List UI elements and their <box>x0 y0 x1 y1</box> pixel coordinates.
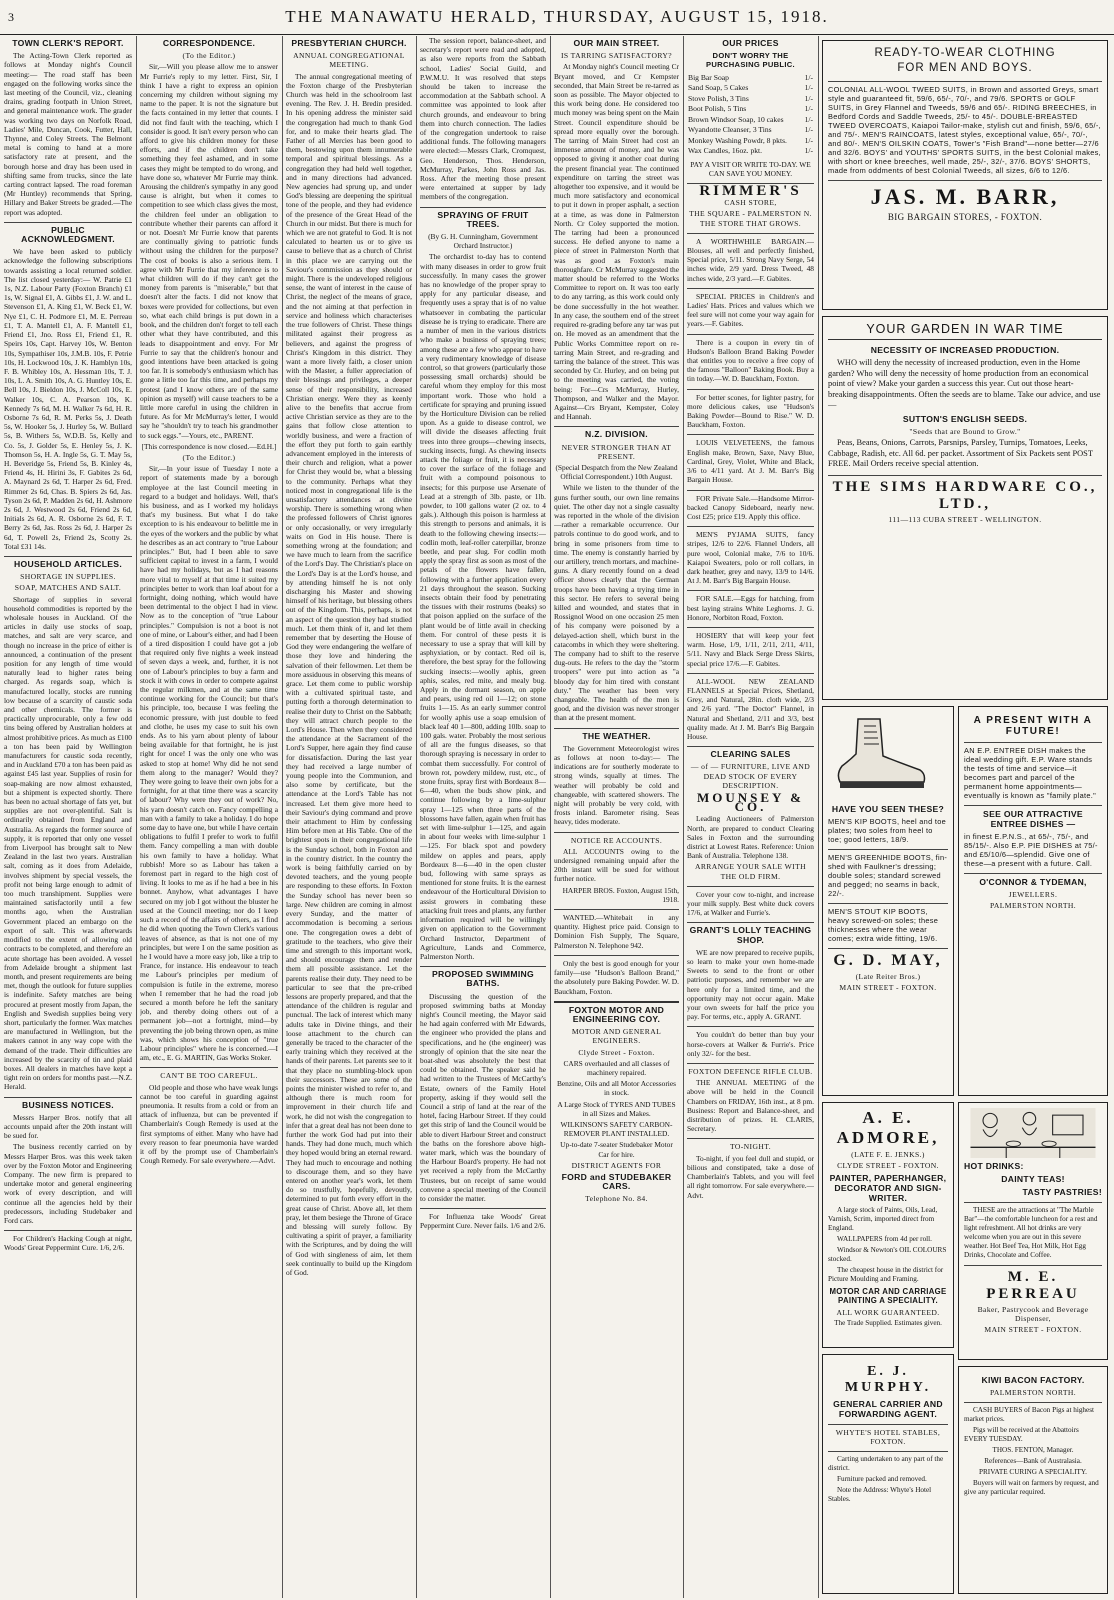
sims-garden-advert <box>822 316 1108 700</box>
headline: HOUSEHOLD ARTICLES. <box>13 558 123 569</box>
article-text: The Acting-Town Clerk reported as follows at Monday night's Council meeting:— The road staff has been engaged on the following works since the last meeting of the Council, viz., cleaning drains, grading footpath in Union Street, and general maintenance work. The grader was working two days on Norfolk Road, Ladies' Mile, Duncan, Cook, Futter, Hall, Thynne, and Coley Streets. The Belmont metal is coming to hand at a more satisfactory rate at present, and the borough horse and dray has been used in shifting same from trucks, since the late carting contract lapsed. The road foreman (Mr Huntley) recommends that Spring, Hillary and Baker Streets be graded.—The report was adopted. <box>4 51 132 217</box>
advert-text: WHO will deny the necessity of increased production, even in the Home garden? Who will deny the necessity of home production from an economical point of view? Make your garden a success this year. Cut out those heart-breaking disappointments. Often the seeds are to blame. Take our advice, and use— <box>828 358 1101 410</box>
advert-text: WE are now prepared to receive pupils, so learn to make your own home-made Sweets to send to the front or other patriotic purposes, and remember we are here only for a limited time, and the opportunity may not occur again. Make your own sweets for half the price you pay. For terms, etc., apply A. GRANT. <box>687 947 814 1022</box>
price-value: 1/- <box>804 72 813 82</box>
advert-text: Cover your cow to-night, and increase your milk supply. Best white duck covers 17/6, at Walker and Furrie's. <box>687 889 814 918</box>
editor-note: [This correspondence is now closed.—Ed.H.] <box>141 441 277 451</box>
headline: CLEARING SALES <box>710 749 791 760</box>
headline: SPRAYING OF FRUIT TREES. <box>437 209 529 229</box>
advert-text: COLONIAL ALL-WOOL TWEED SUITS, in Brown and assorted Greys, smart style and guaranteed fit, 59/6, 65/-, 70/-, and 79/6. SPORTS or GOLF SUITS, in Grey Flannel and Tweeds, 59/6 and 65/-. RIDING BREECHES, in Bedford Cords and Saddle Tweeds, 25/- to 45/-. DOUBLE-BREASTED TWEED OVERCOATS, Kaiapoi Tailor-make, stylish cut and finish, 59/6, 65/-, and 75/-. MEN'S RAINCOATS, latest styles, exceptional value, 65/-, 70/-, and 80/-. MEN'S OILSKIN COATS, Tower's "Fish Brand"—none better—27/6 and 32/6. BOYS' and YOUTHS' SPORTS SUITS, in the best Colonial makes, with short or knee breeches, well made, 25/-, 32/-, 37/6. BOYS' SHORTS, made from oddments of best Colonial Tweeds, all sizes, 6/6 to 12/6. <box>828 85 1102 175</box>
byline: (By G. H. Cunningham, Government Orchard Instructor.) <box>428 232 538 251</box>
price-value: 1/- <box>804 93 813 103</box>
subheading: (To the Editor.) <box>182 51 236 61</box>
advert-text: WANTED.—Whitebait in any quantity. Highest price paid. Consign to Dominion Fish Supply, The Square, Palmerston N. Telephone 942. <box>554 913 679 950</box>
oconnor-present-advert <box>958 706 1108 1096</box>
column-3 <box>286 36 412 1598</box>
advert-line: Telephone No. 84. <box>585 1194 648 1204</box>
advert-text: Pigs will be received at the Abattoirs EVERY TUESDAY. <box>964 1426 1079 1443</box>
store-name: G. D. MAY, <box>833 952 943 969</box>
murphy-carrier-advert <box>822 1354 954 1594</box>
store-address: 111—113 CUBA STREET - WELLINGTON. <box>888 514 1042 524</box>
advert-subheading: SUTTON'S ENGLISH SEEDS. <box>902 413 1028 424</box>
headline: BUSINESS NOTICES. <box>21 1099 114 1110</box>
headline: PUBLIC ACKNOWLEDGMENT. <box>21 224 115 245</box>
subheading: DON'T WORRY THE PURCHASING PUBLIC. <box>706 51 795 70</box>
notice-signature: HARPER BROS. Foxton, August 15th, 1918. <box>562 885 679 904</box>
price-value: 1/- <box>804 104 813 114</box>
store-address: MAIN STREET - FOXTON. <box>839 983 937 992</box>
headline: TOWN CLERK'S REPORT. <box>12 38 124 48</box>
advert-text: For Influenza take Woods' Great Peppermint Cure. Never fails. 1/6 and 2/6. <box>420 1212 546 1231</box>
advert-line: Benzine, Oils and all Motor Accessories in stock. <box>556 1079 677 1098</box>
dateline: (Special Despatch from the New Zealand Official Correspondent.) 10th August. <box>555 462 678 482</box>
subheading: NEVER STRONGER THAN AT PRESENT. <box>561 442 672 461</box>
advert-text: Only the best is good enough for your family—use "Hudson's Balloon Brand," the absolutely pure Baking Powder. W. D. Bauckham, Foxton. <box>554 958 679 996</box>
tea-table-illustration-icon <box>964 1108 1102 1158</box>
advert-text: MEN'S KIP BOOTS, heel and toe plates; two soles from heel to toe; good letters, 18/9. <box>828 817 947 844</box>
subheading: IS TARRING SATISFACTORY? <box>560 51 673 61</box>
subheading: — of — FURNITURE, LIVE AND DEAD STOCK OF EVERY DESCRIPTION. <box>690 762 811 790</box>
column-4 <box>420 36 546 1598</box>
advert-text: You couldn't do better than buy your horse-covers at Walker & Furrie's. Price only 32/- for the best. <box>687 1030 814 1058</box>
advert-text: MEN'S GREENHIDE BOOTS, fin-shed with Faulkner's dressing; double soles; standard screwed and pegged; no seams in back, 22/-. <box>828 853 948 898</box>
article-text: At Monday night's Council meeting Cr Bryant moved, and Cr Kempster seconded, that Main Street be re-tarred as soon as possible. The Mayor objected to this work being done. He considered too much money was being spent on the Main Street. Council expenditure should be spread more equally over the borough. The tarring of Main Street had cost an immense amount of money, and he was opposed to giving it another coat during the present financial year. The continued expenditure on tarring the street was altogether too expensive, and it would be much more satisfactory and economical to put it down in proper asphalt, a section at a time, as was done in Palmerston North. Cr Coley supported the motion. The tarring had been a pronounced success. He defied anyone to name a piece of street in Palmerston North that was as good as Foxton's main thoroughfare. Cr McMurray suggested the matter should be referred to the Works Committee to report on. It was too early to do any tarring, as this work could only be done successfully in the hot weather. In any case, the southern end of the street required re-grading before any tar was put on. He moved as an amendment that the Public Works Committee report on re-tarring Main Street, and re-grading and tarring the balance of the street. This was seconded by Cr. Hurley, and on being put to the meeting was carried, the voting being: For—Crs McMurray, Hurley, Thompson, and Walker and the Mayor. Against—Crs Bryant, Kempster, Coley and Hannah. <box>554 62 679 422</box>
advert-subheading: MOTOR CAR AND CARRIAGE PAINTING A SPECIALITY. <box>829 1287 947 1305</box>
advert-text: PRIVATE CURING A SPECIALITY. <box>979 1468 1087 1476</box>
newspaper-title: THE MANAWATU HERALD, THURSDAY, AUGUST 15, 1918. <box>285 7 829 26</box>
headline: PROPOSED SWIMMING BATHS. <box>431 969 535 989</box>
price-item: Brown Windsor Soap, 10 cakes <box>688 114 784 124</box>
advert-text: THE ANNUAL MEETING of the above will be held in the Council Chambers on FRIDAY, 16th inst., at 8 pm. Business: Report and Balance-sheet, and distribution of prizes. H. CLARIS, Secretary. <box>687 1078 814 1134</box>
advert-subheading: NECESSITY OF INCREASED PRODUCTION. <box>870 345 1060 355</box>
advert-text: Note the Address: Whyte's Hotel Stables. <box>828 1486 932 1503</box>
perreau-bakery-advert <box>958 1102 1108 1360</box>
advert-subheading: SEE OUR ATTRACTIVE ENTREE DISHES — <box>983 809 1083 829</box>
price-row <box>688 115 813 126</box>
price-item: Wyandotte Cleanser, 3 Tins <box>688 125 772 135</box>
advert-text: THESE are the attractions at "The Marble Bar"—the comfortable luncheon for a rest and light refreshment. All hot drinks are very welcome when you are out in this severe weather. Hot Beef Tea, Hot Milk, Hot Egg Drinks, Chocolate and Coffee. <box>964 1206 1098 1259</box>
advert-tagline: ARRANGE YOUR SALE WITH THE OLD FIRM. <box>694 862 807 881</box>
price-row <box>688 94 813 105</box>
store-name: THE SIMS HARDWARE CO., LTD., <box>832 478 1098 512</box>
advert-text: For Children's Hacking Cough at night, Woods' Great Peppermint Cure. 1/6, 2/6. <box>4 1234 132 1253</box>
masthead <box>0 0 1114 35</box>
advert-heading: YOUR GARDEN IN WAR TIME <box>828 322 1102 340</box>
store-address: PALMERSTON NORTH. <box>989 1388 1077 1397</box>
headline: PRESBYTERIAN CHURCH. <box>291 38 407 48</box>
advert-line: Clyde Street - Foxton. <box>578 1047 655 1057</box>
column-rule <box>416 36 417 1598</box>
article-text: The session report, balance-sheet, and secretary's report were read and adopted, as also were reports from the Sabbath school, Ladies' Social Guild, and P.W.M.U. It was resolved that steps should be taken to increase the accommodation at the Sabbath school. A committee was appointed to look after church grounds, and endeavour to bring them into church connection. The ladies of the congregation undertook to raise additional funds. The following managers were elected:—Messrs Clark, Cromquest, Geo. Henderson, Thos. Henderson, McMurray, Parkes, John Ross and Jas. Ross. After the meeting those present were entertained at supper by lady members of the congregation. <box>420 36 546 202</box>
advert-text: LOUIS VELVETEENS, the famous English make, Brown, Saxe, Navy Blue, Cardinal, Grey, Violet, White and Black, 3/6 to 4/11 yard. At J. M. Barr's Big Bargain House. <box>687 438 814 485</box>
column-rule <box>136 36 137 1598</box>
headline: OUR PRICES <box>722 38 779 48</box>
subheading: SOAP, MATCHES AND SALT. <box>14 583 122 593</box>
advert-text: A WORTHWHILE BARGAIN.—Blouses, all well and perfectly finished, Special price, 5/11. Strong Navy Serge, 54 inches wide, 2/9 yard. Dress Tweed, 48 inches wide, 2/3 yard.—F. Gabites. <box>687 236 814 283</box>
advert-text: References—Bank of Australasia. <box>984 1457 1082 1465</box>
store-address: PALMERSTON NORTH. <box>989 901 1077 910</box>
advert-text: AN E.P. ENTREE DISH makes the ideal wedding gift. E.P. Ware stands the tests of time and service—it becomes part and parcel of the permanent home appointments—eventually is known as "family plate." <box>964 746 1097 800</box>
boot-icon <box>828 714 928 794</box>
advert-tagline: "Seeds that are Bound to Grow." <box>909 426 1021 436</box>
headline: N.Z. DIVISION. <box>585 429 648 440</box>
store-name: JAS. M. BARR, <box>870 184 1060 209</box>
store-address: BIG BARGAIN STORES, - FOXTON. <box>887 212 1043 222</box>
article-text: The annual congregational meeting of the Foxton charge of the Presbyterian Church was held in the schoolroom last evening. The Rev. J. H. Bredin presided. In his opening address the minister said the congregation had much to thank God for, and to make their hearts glad. The Father of all Mercies has been good to them, bestowing upon them innumerable temporal and spiritual blessings. As a congregation they had held well together, and in many directions had advanced. New agencies had sprung up, and under God's blessing are deepening the spiritual tone of the people, and they had evidence of the presence of the Great Head of the Church in our midst. But there is much for which we are not grateful to God. It is not calculated to hearten us or to give us cause to believe that as a church of Christ in this place we are carrying out the Saviour's commission as they should or might. There is the undeveloped religious sense, the want of interest in the cause of Christ, the neglect of the means of grace, and the not aiming at that perfection in service and holiness which characterises the true followers of Christ. These things militated against their progress as believers, and against the progress of Christ's Kingdom in this district. They want a more lively faith, a closer union with the Master, a fuller appreciation of their blessings and privileges, a deeper sense of their responsibility, increased Christian energy. Were they as keenly alive to the benefits that accrue from active Christian service as they are to the gains that follow close attention to worldly business, and were a fraction of the effort they put forth to gain earthly advancement employed in the interests of their church and religion, what a power for Christ they would be, what a blessing to the community. Perhaps what they noticed most in congregational life is the unsatisfactory attendances at divine worship. There is something wrong when the professed followers of Christ ignores or only occasionally, or very irregularly waits on God in His house. There is something wrong at the foundation; and we have much to learn from the sacrifice of the Lord's Day. The Christian's place on the Lord's Day is at the Lord's house, and by attending himself he is not only discharging his Master and showing himself of his heritage, but blessing others out of the Kingdom. This, perhaps, is not an aspect of the question they had studied much. Let them think of it, and let them remember that by deserting the House of God they were endangering the welfare of those they love and hindering the salvation of their fellowmen. Let them be more assiduous in observing this means of grace. Let them come to public worship with a cultivated spiritual taste, and putting forth a thorough determination to realise their duty to Christ on the Sabbath; they will attract church people to the Lord's House. Then when they considered the attendance at the Sacrament of the Lord's Supper, here again they find cause for dissatisfaction. During the last year they had received a large number of young people into the Communion, and also some by certificate, but the attendance at the Lord's Table has not increased. Let them give more heed to their Saviour's dying command and prove their attachment to Him by confessing Him before men at His Table. One of the brightest spots in their congregational life is the Sunday school, both in Foxton and in the country district. In the country the work is being faithfully carried on by devoted teachers, and the young people are responding to these efforts. In Foxton the Sunday school has never been so large. New children are coming in almost every Sunday, and the matter of accommodation is becoming a serious one. The congregation owes a debt of gratitude to the teachers, who give their time and strength to this important work, and should encourage them and render them all possible assistance. Let the parents realise their duty. They need to be particular to see that the pre-cribed lessons are properly prepared, and that the attendance of the children is regular and punctual. The lack of interest which many adults take in Divine things, and their loose attachment to the church can generally be traced to the character of the early training which they received at the hands of their parents. Let parents see to it that they place no stumbling-block upon their successors. These are some of the points the minister wished to refer to, and although there is much room for improvement in their church life and work, he did not wish the congregation to infer that a great deal has not been done to further the work God had put into their hands. They had done much, much which they hoped would bring an eternal reward. They had much to encourage and nothing to discourage them, and so they have entered on another year's work, let them do so trustfully, hopefully, devoutly, determined to put forth every effort in the great cause of Christ. Above all, let them pray, let them besiege the Throne of Grace and blessing will surely follow. By cultivating a spirit of prayer, a familiarity with the Scriptures, and by doing the will of God with singleness of aim, let them seek continually to build up the Kingdom of God. <box>286 71 412 1278</box>
advert-text: The Trade Supplied. Estimates given. <box>834 1319 942 1327</box>
price-list <box>687 73 814 157</box>
store-name: M. E. PERREAU <box>986 1269 1080 1302</box>
advert-text: in finest E.P.N.S., at 65/-, 75/-, and 85/15/-. Also E.P. PIE DISHES at 75/- and £5/10/6—splendid. Give one of these—a present with a future. Call. <box>964 832 1098 868</box>
store-name: E. J. MURPHY. <box>844 1364 932 1395</box>
column-rule <box>550 36 551 1598</box>
headline: FOXTON DEFENCE RIFLE CLUB. <box>688 1067 813 1077</box>
advert-text: HOSIERY that will keep your feet warm. Hose, 1/9, 1/11, 2/11, 2/11, 4/11, 5/11. Navy and Black Serge Dress Skirts, special price 17/6.—F. Gabites. <box>687 630 814 668</box>
article-text: While we listen to the thunder of the guns further south, our own line remains quiet. The other day not a single casualty was reported in the whole of the division—rather a remarkable occurrence. Our patrols continue to do good work, and to bring in some prisoners from time to time. The enemy is constantly harried by our artillery, trench mortars, and machine-guns. A diary recently found on a dead officer shows clearly that the German troops have been having a trying time in this sector. He refers to several being killed and wounded, and states that in Rossignol Wood on one occasion 25 men of his company were poisoned by a delayed-action shell, which burst in the catacombs in which they were sheltering. The company had to shift to the reserve dug-outs. He refers to the day the "storm troopers" were put into action as "a bloody day for him tired with constant duty." The weather has been very changeable. The health of the men is good, and the division was never stronger than at the present moment. <box>554 483 679 723</box>
kiwi-bacon-advert <box>958 1366 1108 1594</box>
advert-text: For better scones, for lighter pastry, for more delicious cakes, use "Hudson's Baking Powder—Bound to Rise." W. D. Bauckham, Foxton. <box>687 392 814 430</box>
article-text: The orchardist to-day has to contend with many diseases in order to grow fruit successfully. In many cases the grower has no knowledge of the proper spray to apply for any particular disease, and frequently uses a spray that is of no value whatsoever in combating the particular disease he is trying to eradicate. There are a number of men in the various districts who make a business of spraying trees; among these are a few who appear to have a very rudimentary knowledge of disease control, so that growers (particularly those possessing small orchards) should be careful whom they employ for this most important work. Those who hold a certificate for spraying and pruning issued by the Horticulture Division can be relied upon. As a guide to disease control, we will divide the diseases affecting fruit trees into three groups—chewing insects, sucking insects, fungi. As chewing insects attack the foliage or fruit, it is necessary to cover the surface of the foliage and fruit with a compound poisonous to insects; for this purpose use Arsenate of Lead at a strength of 3lb. paste, or 1lb. powder, to 100 gallons water (2 oz. to 4 gals.). Although this poison is harmless at this strength to persons and animals, it is death to the following chewing insects:—codlin moth, leaf-roller caterpillar, bronze beetle, and pear slug. For codlin moth apply the spray first as soon as most of the petals of the flowers have fallen, following with a further application every 21 days throughout the season. Sucking insects obtain their food by penetrating the tissues with their rostrums (beaks) so that poison applied on the surface of the plant would be of little avail in checking them. For control of these pests it is necessary to use a spray that will kill by asphyxiation, or by contact. Red oil is, therefore, the best spray for the following sucking insects:—woolly aphis, green aphis, scales, red mite, and mealy bug. Apply in the dormant season, on apple and pears, using red oil 1—12; on stone fruits 1—15. As an early summer control for woolly aphis use a soap emulsion of black leaf 40 1—800, adding 10lb. soap to 100 gals. water. Probably the most serious of all are the fungus diseases, so that thorough spraying is necessary in order to combat them successfully. For control of brown rot, powdery mildew, rust, etc., of stone fruits, spray first with Bordeaux 8—6—40, when the buds show pink, and continue following by a lime-sulphur spray 1—125 when three parts of the blossoms have fallen, again when fruit has set with lime-sulphur 1—125, and again in about four weeks with lime-sulphur 1—125. For black spot and powdery mildew on apples and pears, apply Bordeaux 8—6—40 in the open cluster bud, following with same sprays as mentioned for stone fruits. It is the earnest endeavour of the Horticultural Division to assist growers in combating these attacking fruit trees and plants, any further information required will be willingly given on application to the Government Orchard Instructor, Department of Agriculture, Lands and Commerce, Palmerston North. <box>420 252 546 961</box>
price-row <box>688 136 813 147</box>
advert-text: FOR SALE.—Eggs for hatching, from best laying strains White Leghorns. J. G. Honore, Norbiton Road, Foxton. <box>687 594 814 622</box>
advert-text: Old people and those who have weak lungs cannot be too careful in guarding against pneumonia. It results from a cold or from an attack of influenza, but can be prevented if Chamberlain's Cough Remedy is used at the first symptoms of either. Many who have had every reason to fear pneumonia have warded it off by the prompt use of Chamberlain's Cough Remedy. For sale everywhere.—Advt. <box>140 1082 278 1166</box>
advert-line: CARS overhauled and all classes of machinery repaired. <box>563 1058 670 1077</box>
price-row <box>688 83 813 94</box>
page-number: 3 <box>8 10 14 24</box>
advert-text: The cheapest house in the district for Picture Moulding and Framing. <box>828 1266 944 1283</box>
price-value: 1/- <box>804 135 813 145</box>
advert-text: CASH BUYERS of Bacon Pigs at highest market prices. <box>964 1406 1094 1423</box>
price-row <box>688 125 813 136</box>
column-6 <box>687 36 814 1598</box>
price-value: 1/- <box>804 114 813 124</box>
price-row <box>688 104 813 115</box>
store-sub: JEWELLERS. <box>1008 890 1058 899</box>
advert-heading: PAINTER, PAPERHANGER, DECORATOR AND SIGN-WRITER. <box>829 1173 947 1203</box>
advert-line: MOTOR AND GENERAL ENGINEERS. <box>571 1027 662 1046</box>
advert-text: PAY A VISIT OR WRITE TO-DAY. WE CAN SAVE YOU MONEY. <box>690 159 811 178</box>
headline: GRANT'S LOLLY TEACHING SHOP. <box>689 925 812 945</box>
article-text: The business recently carried on by Messrs Harper Bros. was this week taken over by the Foxton Motor and Engineering Company. The new firm is prepared to undertake motor and general engineering work of every description, and will continue all the agencies held by their predecessors, including Studebaker and Ford cars. <box>4 1142 132 1225</box>
store-address: MAIN STREET - FOXTON. <box>984 1325 1082 1334</box>
price-item: Wax Candles, 16oz. pkt. <box>688 146 763 156</box>
advert-text: Peas, Beans, Onions, Carrots, Parsnips, Parsley, Turnips, Tomatoes, Leeks, Cabbage, Radish, etc. All 6d. per packet. Assortment of Six Packets sent POST FREE. Mail Orders receive special attention. <box>828 437 1093 469</box>
price-row <box>688 73 813 84</box>
advert-text: WALLPAPERS from 4d per roll. <box>837 1235 932 1243</box>
store-name: A. E. ADMORE, <box>836 1108 940 1147</box>
advert-tagline: ALL WORK GUARANTEED. <box>836 1308 940 1317</box>
advert-heading: DAINTY TEAS! <box>1001 1174 1065 1184</box>
advert-text: THOS. FENTON, Manager. <box>992 1446 1074 1454</box>
column-2 <box>140 36 278 1598</box>
subheading: ANNUAL CONGREGATIONAL MEETING. <box>293 51 405 70</box>
price-value: 1/- <box>804 125 813 135</box>
advert-heading: TASTY PASTRIES! <box>1022 1187 1102 1197</box>
price-item: Stove Polish, 3 Tins <box>688 93 749 103</box>
article-text: Shortage of supplies in several household commodities is reported by the wholesale houses in Auckland. Of the articles in daily use stocks of soap, matches, and salt are very scarce, and though no increase in the price of either is announced, a continuation of the present position for any length of time would naturally lead to higher rates being charged. As regards soap, which is manufactured locally, stocks are running low because of a scarcity of caustic soda and other chemicals. The former is practically unprocurable, only a few odd tins being offered by Australian holders at almost prohibitive prices. As much as £100 a ton has been paid by Wellington manufacturers for caustic soda recently, and in Auckland £70 a ton has been paid as against £45 last year. Supplies of rosin for soap-making are now almost exhausted, but a shipment is expected shortly. There has been no actual shortage of fats yet, but supplies are not over-plentiful. Salt is ordinarily obtained from England and Australia. As regards the former source of supply, it is reported that only one vessel from Liverpool has brought salt to New Zealand in the last two years. Australian salt, coming as it does from Adelaide, involves shipment by special vessels, the profit not being large enough to admit of too much transhipment. Supplies were maintained satisfactorily until a few months ago, when the Australian Government placed an embargo on the export of salt. This was afterwards modified to the extent of allowing old contracts to be completed, and therefore an acute shortage has been avoided. A vessel from Adelaide brought a shipment last month, and present requirements are being met, though the outlook for future supplies is indefinite. Safety matches are being procured at present mostly from Japan, the English and Swedish supplies being very short, particularly the former. Wax matches are manufactured in Wellington, but the makers cannot in any way cope with the demand of the trade. Their difficulties are increased by the scarcity of tin and plaid boxes. All dealers in matches have kept a tight rein on orders for months past.—N.Z. Herald. <box>4 594 132 1092</box>
advert-heading: HAVE YOU SEEN THESE? <box>831 804 945 814</box>
foxton-motor-advert <box>554 1006 679 1204</box>
advert-heading: KIWI BACON FACTORY. <box>981 1375 1085 1385</box>
price-value: 1/- <box>804 83 813 93</box>
advert-heading: A PRESENT WITH A FUTURE! <box>973 715 1093 737</box>
advert-heading: ENGINEERING COY. <box>572 1013 661 1024</box>
column-1 <box>4 36 132 1598</box>
advert-text: Furniture packed and removed. <box>837 1475 927 1483</box>
column-rule <box>683 36 684 1598</box>
headline: NOTICE RE ACCOUNTS. <box>570 835 663 845</box>
advert-line: WILKINSON'S SAFETY CARBON-REMOVER PLANT INSTALLED. <box>560 1119 673 1139</box>
column-5 <box>554 36 679 1598</box>
advert-heading: READY-TO-WEAR CLOTHING <box>874 47 1056 59</box>
letter-text: Sir,—In your issue of Tuesday I note a report of statements made by a borough employee at the last Council meeting in regard to a budget and holidays. Well, that's his business, and as I worked my holidays that's my business. But what I do take exception to is his endeavour to belittle me in the eyes of the workers and the public by what he describes as an act contrary to "true Labour principles." But, had I been able to save sufficient capital to invest in a farm, I would have had my holidays, but as I had reasons more vital to myself at that time it suited my principles better to work than loaf about for a fortnight, doing nothing, which would have been detrimental to the object I had in view. Now as to the conception of "true Labour principles." Compulsion is not a boot is not one of mine, or Labour's either, and had I been of a tired disposition I could have got a job that required only five nights a week instead of seven days a week, and, further, it is not one of Labour's principles to buy a farm and stock it with cows in order to compete against the regular milkmen, and at the same time continue working for the Council; but that's his principle, too, because I was feeling the economic pressure, with just double to feed and clothe, he uses my case to suit his own ends. As to his yarn about plenty of labour being available for that fortnight, he is just right for once! I was the only one who was asked to stop at home! Why did he not send them along to the manager? Would they? They were going to leave their own jobs for a fortnight, for at that time there was a scarcity of labour? Why were they out of work? No, his yarn doesn't catch on. Fancy compelling a man with a family to take a holiday. I do hope some day to have one, but while I have certain obligations to fulfil I prefer to work to fulfil them. Fancy compelling a man with double his own family to have a holiday. What rubbish! More so as Labour has taken a foremost part in regard to the high cost of living. It looks to me as if he had a bee in his bonnet. Anyhow, what advantages I have secured on my job I got without the bluster he used at the Council meeting; nor do I keep such a record of the affairs of others, as I find he did when quoting the Town Clerk's various leaves of absence, as that is not one of my principles, but were I on the same position as he I would have a more easy job, like a trip to France, for instance. His endeavour to teach me Labour's principles per medium of compulsion is futile in the extreme, moreso when I remember that he had the road job secured a month before he left the sanitary job, and thereby doing others out of a permanent job—not a fortnight, mind—by preventing the job being thrown open, as mine was, which shows his conception of "true Labour principles" where he is concerned.—I am, etc., E. G. MARTIN, Gas Works Stoker. <box>140 464 278 1063</box>
notice-text: ALL ACCOUNTS owing to the undersigned remaining unpaid after the 20th instant will be sued for without further notice. <box>554 846 679 884</box>
may-boots-advert <box>822 706 954 1096</box>
price-item: Big Bar Soap <box>688 72 729 82</box>
advert-text: Windsor & Newton's OIL COLOURS stocked. <box>828 1246 947 1263</box>
advert-text: Leading Auctioneers of Palmerston North, are prepared to conduct Clearing Sales in Foxton and the surrounding district at Lowest Rates. Reference: Union Bank of Australia. Telephone 138. <box>687 814 814 861</box>
price-row <box>688 146 813 157</box>
advert-text: Buyers will wait on farmers by request, and give any particular required. <box>964 1479 1099 1496</box>
advert-text: SPECIAL PRICES in Children's and Ladies' Hats. Prices and values which we feel sure will not come your way again for years.—F. Gabites. <box>687 291 814 329</box>
price-item: Sand Soap, 5 Cakes <box>688 83 749 93</box>
advert-line: DISTRICT AGENTS FOR <box>571 1160 662 1170</box>
advert-heading: FOXTON MOTOR AND <box>568 1004 665 1015</box>
headline: CAN'T BE TOO CAREFUL. <box>160 1071 258 1081</box>
store-name: O'CONNOR & TYDEMAN, <box>979 877 1087 887</box>
store-sub: CASH STORE, <box>724 198 777 208</box>
admore-painter-advert <box>822 1102 954 1348</box>
headline: THE WEATHER. <box>582 730 651 741</box>
column-rule <box>282 36 283 1598</box>
subheading: (To the Editor.) <box>182 452 236 462</box>
price-item: Boot Polish, 5 Tins <box>688 104 747 114</box>
subheading: SHORTAGE IN SUPPLIES. <box>20 572 116 582</box>
advert-text: MEN'S STOUT KIP BOOTS, heavy screwed-on soles; these thicknesses where the wear comes; extra wide fitting, 19/6. <box>828 907 939 943</box>
store-address: WHYTE'S HOTEL STABLES, FOXTON. <box>835 1428 941 1446</box>
store-sub: (LATE F. E. JENKS.) <box>851 1150 925 1159</box>
auctioneer-name: MOUNSEY & CO. <box>696 789 805 815</box>
article-text: The Government Meteorologist wires as follows at noon to-day:— The indications are for southerly moderate to strong winds, squally at times. The weather will probably be cold and changeable, with scattered showers. The night will probably be very cold, with frosts inland. Barometer rising. Seas heavy, tides moderate. <box>554 743 679 827</box>
advert-text: MEN'S PYJAMA SUITS, fancy stripes, 12/6 to 22/6. Flannel Unders, all pure wool, Colonial make, 7/6 to 10/6. Kaiapoi Sweaters, polo or roll collars, in dark heather, grey and navy, 13/9 to 14/6. At J. M. Barr's Big Bargain House. <box>687 530 814 586</box>
letter-text: Sir,—Will you please allow me to answer Mr Furrie's reply to my letter. First, Sir, I think I have a right to express an opinion concerning my children without signing my name to the paper. It is not the signature but the facts contained in my letter that counts. I did not find fault with the teaching, which I consider is good. It isn't every person who can afford to give his children money for these efforts, and if the children don't take something they feel ashamed, and in some cases they might be tempted to do wrong, and have done so, whatever Mr Furrie may think. Arousing the children's sympathy in any good cause is alright, but when it comes to competition to see which class gives the most, the children feel under an obligation to contribute whether their parents can afford it or not. Doesn't Mr Furrie know that parents are continually giving to patriotic funds without using the children for the purpose? The cost of books is also a serious item. I agree with Mr Furrie that my inference is to what children will do if they can't get the money from parents is "miserable," but that doesn't alter the facts. I did not know that boxes were provided for collections, but even so, what each child brings is put down in a book, and the children don't forget to tell each other what they have contributed, and this leads to disappointment and envy. For Mr Furrie to say that the children's honour and good intentions have been attacked is going too far. It is somebody's enthusiasm which has gone a little too far this time, and perhaps my protest (and I know others are of the same opinion as myself) will cause teachers to be a little more careful in using the children in future. As for Mr McMurray's letter, I would say he "shouldn't try to teach his grandmother to suck eggs."—Yours, etc., PARENT. <box>140 62 278 440</box>
advert-heading: FORD and STUDEBAKER CARS. <box>561 1171 672 1192</box>
headline: OUR MAIN STREET. <box>573 38 660 48</box>
headline: CORRESPONDENCE. <box>162 38 256 48</box>
advert-line: A Large Stock of TYRES AND TUBES in all Sizes and Makes. <box>557 1099 676 1118</box>
advert-text: There is a coupon in every tin of Hudson's Balloon Brand Baking Powder that entitles you to receive a free copy of the famous "Balloon" Baking Book. Buy a tin today.—W. D. Bauckham, Foxton. <box>687 337 814 384</box>
advert-text: ALL-WOOL NEW ZEALAND FLANNELS at Special Prices, Shetland, Grey, and Natural, 28in. cloth wide, 2/3 and 2/6 yard. "The Doctor" Flannel, in Natural and Shetland, 2/11 and 3/3, best quality made. At J. M. Barr's Big Bargain House. <box>687 676 814 741</box>
store-name: RIMMER'S <box>699 183 802 200</box>
store-sub: Baker, Pastrycook and Beverage Dispenser, <box>977 1305 1089 1323</box>
advert-heading: HOT DRINKS: <box>964 1161 1024 1171</box>
store-address: THE SQUARE - PALMERSTON N. THE STORE THAT GROWS. <box>689 209 812 228</box>
advert-text: To-night, if you feel dull and stupid, or bilious and constipated, take a dose of Chamberlain's Tablets, and you will feel all right tomorrow. For sale everywhere.—Advt. <box>687 1153 814 1200</box>
advert-line: Up-to-date 7-seater Studebaker Motor Car for hire. <box>560 1140 673 1159</box>
price-item: Monkey Washing Powdr, 8 pkts. <box>688 135 787 145</box>
barr-clothing-advert <box>822 40 1108 310</box>
article-text: Messrs Harper Bros. notify that all accounts unpaid after the 20th instant will be sued for. <box>4 1112 132 1141</box>
advert-text: FOR Private Sale.—Handsome Mirror-backed Canopy Sideboard, nearly new. Cost £25; price £19. Apply this office. <box>687 493 814 521</box>
store-address: CLYDE STREET - FOXTON. <box>837 1161 939 1170</box>
advert-text: A large stock of Paints, Oils, Lead, Varnish, Scrim, imported direct from England. <box>828 1206 938 1232</box>
advert-text: Carting undertaken to any part of the district. <box>828 1455 944 1472</box>
headline: TO-NIGHT. <box>729 1142 772 1152</box>
price-value: 1/- <box>804 146 813 156</box>
column-rule <box>818 36 819 1598</box>
article-text: Discussing the question of the proposed swimming baths at Monday night's Council meeting, the Mayor said he had again conferred with Mr Edwards, the engineer who provided the plans and specifications, and he (the engineer) was strongly of opinion that the site near the boat-shed was absolutely the best that could be obtained. The speaker said he had written to the Trustees of McCarthy's Estate, owners of the Family Hotel property, asking if they would sell the Council a strip of land at the rear of the hotel, facing Harbour Street. If they could get this strip of land the Council would be able to divert Harbour Street and construct the baths on the foreshore above high-water mark, which was the boundary of the Harbour Board's property. He had not yet received a reply from the McCarthy Trustees, but on receipt of same would convene a special meeting of the Council to consider the matter. <box>420 991 546 1203</box>
article-text: We have been asked to publicly acknowledge the following subscriptions towards assisting a local returned soldier. The list closed yesterday:— W. Patrie £1 1s, N.Z. Labour Party (Foxton Branch) £1 1s, W. Signal £1, A. Gibbs £1, J. W. and L. Stevenson £1, A. King £1, W. Beck £1, W. Nye £1, C. H. Podmore £1, M. E. Perreau £1, T. A. Mantell £1, A. F. Mantell £1, Friend £1, Jno. Ross £1, Friend £1, R. Speirs 10s, Capt. Harvey 10s, W. Benton 10s, Sympathiser 10s, J.M.B. 10s, F. Petrie 10s, H. Lockwood 10s, J. K. Hamblyn 10s, F. B. Whibley 10s, A. Hessman 10s, T. J. 10s, L. A. Smith 10s, A. G. Huntley 10s, E. Bell 10s, J. Bieldon 10s, J. McColl 10s, E. Walker 10s, C. A. Pearson 10s, K. Kennedy 7s 6d, M. H. Walker 7s 6d, H. R. Osborne 7s 6d, R. M. Perks 5s, J. Death 5s, W. Hooker 5s, J. Hurley 5s, W. Bullard 5s, B. Withers 5s, W.D.B. 5s, Kelly and Co. 5s, J. Golder 5s, E. Henley 5s, J. K. Thomson 5s, H. A. Ingle 5s, G. T. May 5s, H. Beveridge 5s, Friend 5s, B. Kinley 4s, Friend 4s, H. Hirini 3s, F. Gabites 2s 6d, A. Maynard 2s 6d, T. Harper 2s 6d, Fred. Rimmer 2s 6d, Chas. B. Spiers 2s 6d, Jas. Tyson 2s 6d, P. Madden 2s 6d, H. Ashmore 2s 6d, J. Westwood 2s 6d, Friend 2s 6d, Initials 2s 6d, A. R. Osborne 2s 6d, F. T. Berry 2s 6d, Jas. Ross 2s 6d, J. Harper 2s 6d, T. Powell 2s, Friend 2s, Scotty 2s. Total £31 14s. <box>4 247 132 551</box>
advert-heading: GENERAL CARRIER AND FORWARDING AGENT. <box>833 1399 943 1419</box>
store-sub: (Late Reiter Bros.) <box>855 972 921 981</box>
advert-heading: FOR MEN AND BOYS. <box>897 62 1033 74</box>
